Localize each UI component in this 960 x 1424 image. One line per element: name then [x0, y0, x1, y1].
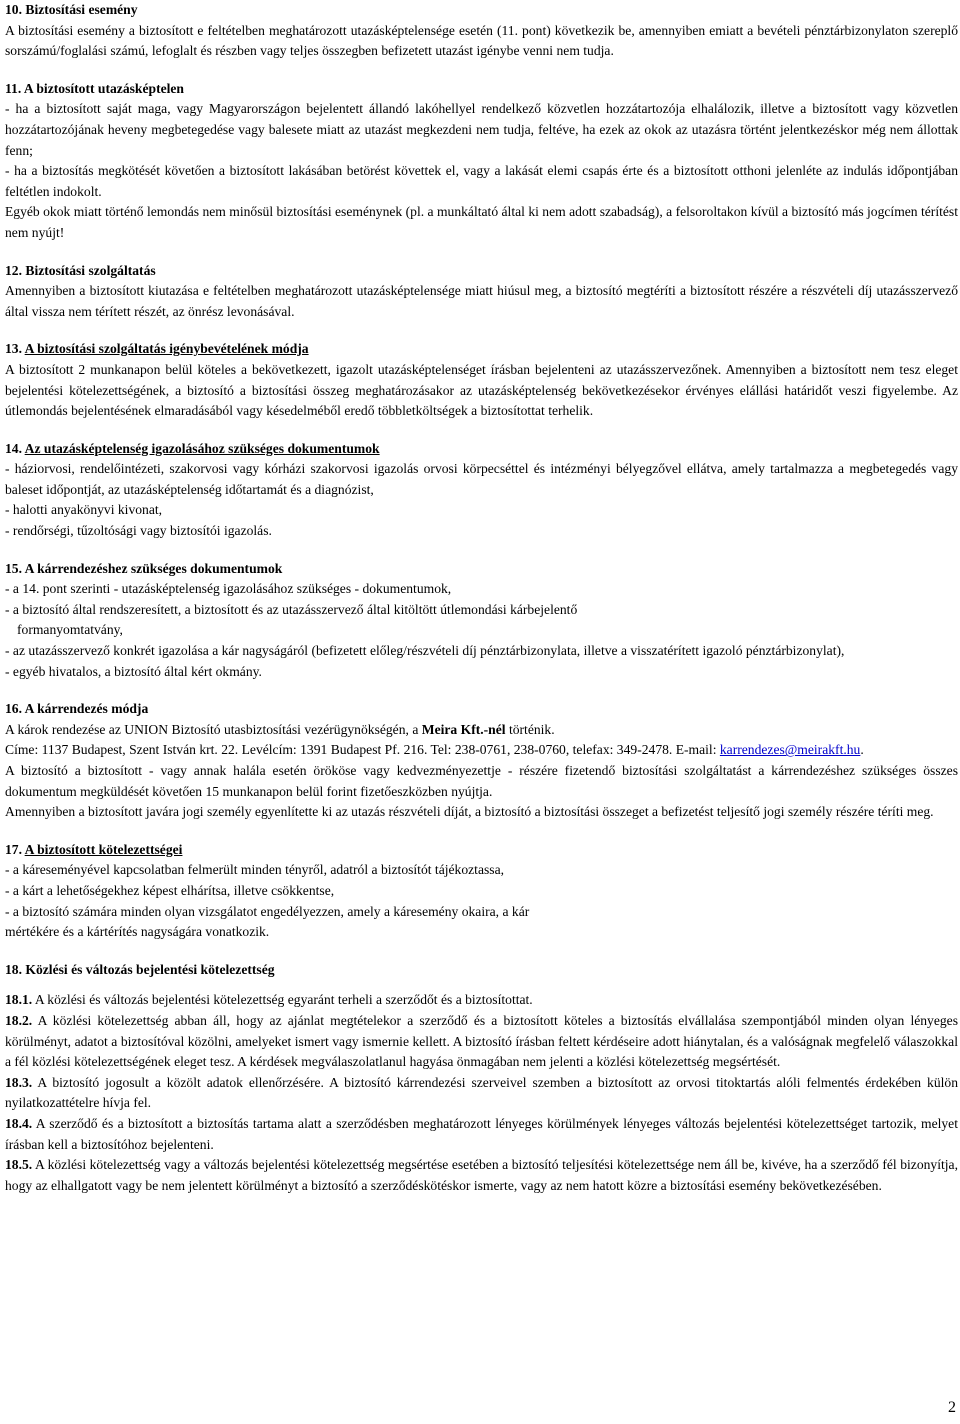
section-13 — [5, 339, 958, 421]
section-12-heading — [5, 261, 958, 282]
section-13-heading — [5, 339, 958, 360]
section-number: 10. — [5, 2, 22, 17]
section-10-heading — [5, 0, 958, 21]
section-title: Biztosítási esemény — [25, 2, 138, 17]
section-number: 15. — [5, 560, 22, 576]
subsection-18-1: 18.1. A közlési és változás bejelentési kötelezettség egyaránt terheli a szerződőt és a biztosítottat. — [5, 992, 533, 1008]
list-item: - a kárt a lehetőségekhez képest elhárítsa, illetve csökkentse, — [5, 882, 335, 898]
section-16 — [5, 699, 958, 823]
list-item: - az utazásszervező konkrét igazolása a kár nagyságáról (befizetett előleg/részvételi díj pénztárbizonylata, illetve a visszatérített igazoló pénztárbizonylat), — [5, 643, 845, 659]
section-13-text: A biztosított 2 munkanapon belül köteles a bekövetkezett, igazolt utazásképtelenséget írásban bejelenteni az utazásszervezőnek. Amennyiben a biztosított nem tesz eleget bejelentési kötelezettségének, a biztosító a biztosítási összeg meghatározásakor az utazásképtelenség bekövetkezésekor érvényes elállási határidőt veszi figyelembe. Az útlemondás bejelentésének elmaradásából vagy késedelméből eredő többletköltségek a biztosítottat terhelik. — [5, 361, 958, 419]
section-18-heading: 18. Közlési és változás bejelentési kötelezettség — [5, 961, 275, 977]
subsection-18-5: 18.5. A közlési kötelezettség vagy a változás bejelentési kötelezettség megsértése esetében a biztosító teljesítési kötelezettsége nem áll be, kivéve, ha a szerződő fél bizonyítja, hogy az elhallgatott vagy be nem jelentett körülményt a biztosító a szerződéskötéskor ismerte, vagy az nem hatott közre a biztosítási esemény bekövetkezésében. — [5, 1157, 958, 1193]
section-number: 12. — [5, 262, 22, 278]
section-10 — [5, 0, 958, 62]
list-item: - a káreseményével kapcsolatban felmerült minden tényről, adatról a biztosítót tájékoztassa, — [5, 862, 505, 878]
list-item: - háziorvosi, rendelőintézeti, szakorvosi vagy kórházi szakorvosi igazolás orvosi körpecséttel és intézményi bélyegzővel ellátva, amely tartalmazza a megbetegedés vagy baleset időpontját, az utazásképtelenség időtartamát és a diagnózist, — [5, 461, 958, 497]
list-item: - rendőrségi, tűzoltósági vagy biztosítói igazolás. — [5, 523, 272, 539]
section-11 — [5, 79, 958, 244]
section-title: A kárrendezéshez szükséges dokumentumok — [24, 560, 283, 576]
list-item: - egyéb hivatalos, a biztosító által kért okmány. — [5, 663, 262, 679]
section-title: Biztosítási szolgáltatás — [25, 262, 156, 278]
section-15 — [5, 559, 958, 683]
section-17-heading — [5, 840, 958, 861]
section-number: 11. — [5, 80, 22, 96]
section-12 — [5, 261, 958, 323]
section-18 — [5, 960, 958, 1197]
section-number: 14. — [5, 440, 22, 456]
section-number: 13. — [5, 341, 22, 357]
section-number: 17. — [5, 841, 22, 857]
section-number: 16. — [5, 701, 22, 717]
section-11-paragraph: - ha a biztosítás megkötését követően a biztosított lakásában betörést követtek el, vagy a lakását elemi csapás érte és a biztosított otthoni jelenléte az indulás időpontjában feltétlen indokolt. — [5, 163, 958, 199]
subsection-18-2: 18.2. A közlési kötelezettség abban áll, hogy az ajánlat megtételekor a szerződő és a biztosított köteles a biztosítás elvállalása szempontjából minden olyan lényeges körülményt, adatot a biztosítóval közölni, amelyeket ismert vagy ismernie kellett. A biztosító írásban feltett kérdéseire adott hiánytalan, és a valóságnak megfelelő válaszokkal a fél közlési kötelezettségének eleget tesz. A kérdések megválaszolatlanul hagyása önmagában nem jelenti a közlési kötelezettség megsértését. — [5, 1012, 958, 1070]
section-17 — [5, 840, 958, 943]
section-16-paragraph: Amennyiben a biztosított javára jogi személy egyenlítette ki az utazás részvételi díját, a biztosító a biztosítási összeget a befizetést teljesítő jogi személy részére téríti meg. — [5, 804, 934, 820]
company-name: Meira Kft.-nél — [421, 721, 506, 737]
section-16-paragraph: A károk rendezése az UNION Biztosító utasbiztosítási vezérügynökségén, a Meira Kft.-nél történik. — [5, 721, 555, 737]
subsection-18-3: 18.3. A biztosító jogosult a közölt adatok ellenőrzésére. A biztosító kárrendezési szerveivel szemben a biztosított az orvosi titoktartás alóli felmentés érdekében külön nyilatkozattételre hívja fel. — [5, 1074, 958, 1111]
section-11-paragraph: Egyéb okok miatt történő lemondás nem minősül biztosítási eseménynek (pl. a munkáltató által ki nem adott szabadság), a felsoroltakon kívül a biztosító más jogcímen térítést nem nyújt! — [5, 204, 958, 240]
section-16-heading — [5, 699, 958, 720]
section-title: Az utazásképtelenség igazolásához szükséges dokumentumok — [24, 440, 380, 456]
list-item: - halotti anyakönyvi kivonat, — [5, 502, 163, 518]
section-title: A biztosítási szolgáltatás igénybevételének módja — [24, 341, 309, 357]
document-page — [5, 0, 958, 1196]
list-item: mértékére és a kártérítés nagyságára vonatkozik. — [5, 924, 270, 940]
section-11-heading — [5, 79, 958, 100]
section-12-text: Amennyiben a biztosított kiutazása e feltételben meghatározott utazásképtelensége miatt hiúsul meg, a biztosító megtéríti a biztosított részére a részvételi díj utazásszervező által vissza nem térített részét, az önrész levonásával. — [5, 283, 958, 319]
section-title: A biztosított kötelezettségei — [24, 841, 183, 857]
email-link[interactable]: karrendezes@meirakft.hu — [719, 742, 861, 758]
section-10-text: A biztosítási esemény a biztosított e feltételben meghatározott utazásképtelensége esetén (11. pont) következik be, amennyiben emiatt a bevételi pénztárbizonylaton szereplő sorszámú/foglalási számú, lefoglalt és részben vagy teljes összegben befizetett utazást igénybe venni nem tudja. — [5, 22, 958, 59]
section-14-heading — [5, 439, 958, 460]
list-item: formanyomtatvány, — [17, 622, 123, 638]
section-14 — [5, 439, 958, 542]
section-11-paragraph: - ha a biztosított saját maga, vagy Magyarországon bejelentett állandó lakóhellyel rendelkező közvetlen hozzátartozója elhalálozik, illetve a biztosított vagy közvetlen hozzátartozójának heveny megbetegedése vagy balesete miatt az utazást megkezdeni nem tudja, feltéve, ha ezek az okok az utazásra történt jelentkezéskor még nem állottak fenn; — [5, 101, 958, 158]
section-15-heading — [5, 559, 958, 580]
contact-paragraph: Címe: 1137 Budapest, Szent István krt. 22. Levélcím: 1391 Budapest Pf. 216. Tel: 238-0761, 238-0760, telefax: 349-2478. E-mail: karrendezes@meirakft.hu. — [5, 742, 864, 758]
section-16-paragraph: A biztosító a biztosított - vagy annak halála esetén örököse vagy kedvezményezettje - részére fizetendő biztosítási szolgáltatást a kárrendezéshez szükséges összes dokumentum megküldését követően 15 munkanapon belül forint fizetőeszközben nyújtja. — [5, 763, 958, 799]
page-number: 2 — [948, 1399, 956, 1416]
list-item: - a biztosító számára minden olyan vizsgálatot engedélyezzen, amely a káresemény okaira, a kár — [5, 903, 530, 919]
list-item: - a biztosító által rendszeresített, a biztosított és az utazásszervező által kitöltött útlemondási kárbejelentő — [5, 601, 578, 617]
section-title: A kárrendezés módja — [24, 701, 149, 717]
list-item: - a 14. pont szerinti - utazásképtelenség igazolásához szükséges - dokumentumok, — [5, 581, 452, 597]
subsection-18-4: 18.4. A szerződő és a biztosított a biztosítás tartama alatt a szerződésben meghatározott lényeges körülmények lényeges változás bejelentési kötelezettséget tartozik, melyet írásban kell a biztosítóhoz bejelenteni. — [5, 1115, 958, 1152]
section-title: A biztosított utazásképtelen — [23, 80, 184, 96]
